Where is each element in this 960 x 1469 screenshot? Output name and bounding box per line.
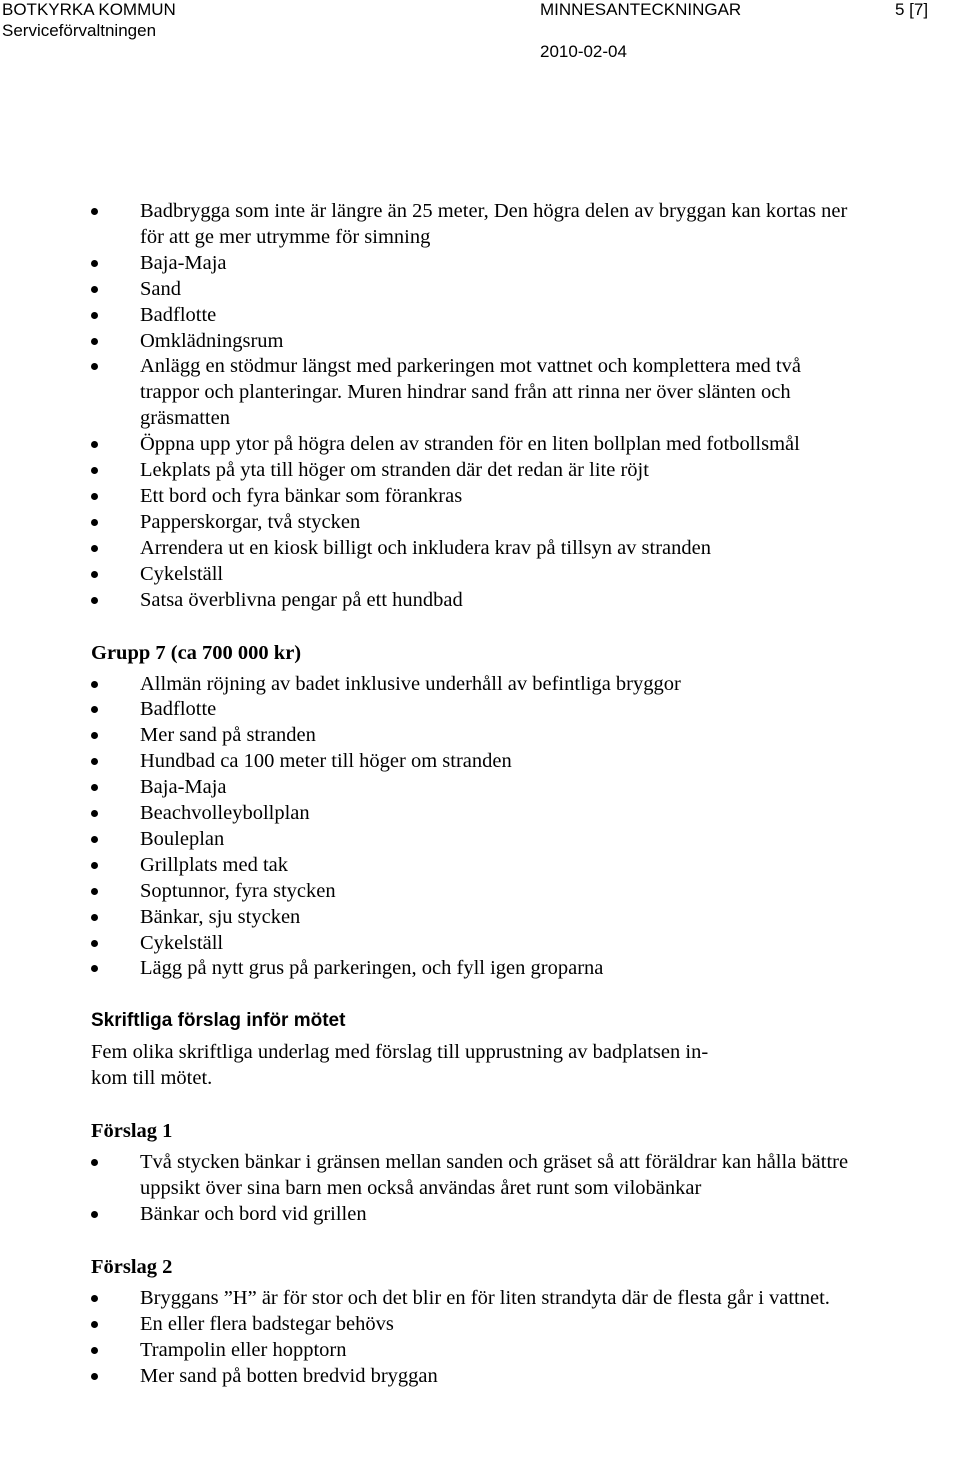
list-item xyxy=(91,588,851,614)
bullet-icon xyxy=(91,286,98,293)
list-item xyxy=(91,801,851,827)
bullet-icon xyxy=(91,784,98,791)
text-line: kom till mötet. xyxy=(91,1067,213,1090)
list-item-text: Två stycken bänkar i gränsen mellan sanden och gräset så att föräldrar kan hålla bättre uppsikt över sina barn men också användas året runt som vilobänkar xyxy=(140,1151,849,1200)
proposal1-heading: Förslag 1 xyxy=(91,1120,173,1143)
header-dept: Serviceförvaltningen xyxy=(2,21,157,40)
list-item-text: Soptunnor, fyra stycken xyxy=(140,879,336,902)
bullet-icon xyxy=(91,758,98,765)
list-item xyxy=(91,458,851,484)
bullet-icon xyxy=(91,836,98,843)
header-doc-type: MINNESANTECKNINGAR xyxy=(540,0,742,19)
list-item xyxy=(91,1312,851,1338)
bullet-icon xyxy=(91,1295,98,1302)
bullet-icon xyxy=(91,1347,98,1354)
list-item-text: Anlägg en stödmur längst med parkeringen mot vattnet och komplettera med två trappor och planteringar. Muren hindrar sand från att rinna ner över slänten och gräsmatten xyxy=(140,355,801,430)
bullet-icon xyxy=(91,208,98,215)
bullet-icon xyxy=(91,681,98,688)
list-item-text: Badflotte xyxy=(140,303,217,326)
list-item xyxy=(91,1338,851,1364)
bullet-list-proposal1 xyxy=(91,1150,851,1228)
list-item-text: Lägg på nytt grus på parkeringen, och fyll igen groparna xyxy=(140,957,604,980)
list-item xyxy=(91,672,851,698)
header-date: 2010-02-04 xyxy=(540,42,627,61)
list-item xyxy=(91,329,851,355)
document-body xyxy=(91,199,851,1390)
bullet-icon xyxy=(91,363,98,370)
list-item xyxy=(91,749,851,775)
list-item-text: Bryggans ”H” är för stor och det blir en för liten strandyta där de flesta går i vattnet. xyxy=(140,1286,830,1309)
header-org: BOTKYRKA KOMMUN xyxy=(2,0,176,19)
bullet-icon xyxy=(91,338,98,345)
bullet-icon xyxy=(91,1159,98,1166)
list-item xyxy=(91,723,851,749)
bullet-icon xyxy=(91,519,98,526)
list-item-text: Satsa överblivna pengar på ett hundbad xyxy=(140,588,463,611)
list-item-text: Sand xyxy=(140,277,181,300)
list-item xyxy=(91,853,851,879)
list-item xyxy=(91,277,851,303)
list-item-text: Hundbad ca 100 meter till höger om stranden xyxy=(140,750,512,773)
list-item-text: Omklädningsrum xyxy=(140,329,284,352)
bullet-icon xyxy=(91,571,98,578)
written-proposals-text xyxy=(91,1040,851,1092)
list-item xyxy=(91,1202,851,1228)
list-item-text: Bänkar, sju stycken xyxy=(140,905,301,928)
list-item-text: Baja-Maja xyxy=(140,251,227,274)
list-item xyxy=(91,956,851,982)
written-proposals-heading: Skriftliga förslag inför mötet xyxy=(91,1010,346,1032)
list-item xyxy=(91,562,851,588)
bullet-icon xyxy=(91,888,98,895)
list-item xyxy=(91,1286,851,1312)
bullet-icon xyxy=(91,493,98,500)
list-item-text: Beachvolleybollplan xyxy=(140,802,310,825)
bullet-list-intro xyxy=(91,199,851,614)
list-item xyxy=(91,484,851,510)
group7-heading: Grupp 7 (ca 700 000 kr) xyxy=(91,641,302,664)
list-item xyxy=(91,303,851,329)
list-item-text: Allmän röjning av badet inklusive underhåll av befintliga bryggor xyxy=(140,672,681,695)
list-item xyxy=(91,697,851,723)
bullet-icon xyxy=(91,810,98,817)
list-item-text: Badflotte xyxy=(140,698,217,721)
list-item-text: Arrendera ut en kiosk billigt och inkludera krav på tillsyn av stranden xyxy=(140,536,711,559)
list-item xyxy=(91,510,851,536)
list-item-text: Ett bord och fyra bänkar som förankras xyxy=(140,484,463,507)
bullet-list-group7 xyxy=(91,672,851,983)
bullet-list-proposal2 xyxy=(91,1286,851,1390)
bullet-icon xyxy=(91,940,98,947)
bullet-icon xyxy=(91,260,98,267)
list-item-text: Grillplats med tak xyxy=(140,853,289,876)
header-page-number: 5 [7] xyxy=(895,0,929,19)
list-item-text: Mer sand på botten bredvid bryggan xyxy=(140,1364,438,1387)
list-item xyxy=(91,432,851,458)
list-item-text: Öppna upp ytor på högra delen av stranden för en liten bollplan med fotbollsmål xyxy=(140,433,800,456)
text-line: Fem olika skriftliga underlag med förslag till upprustning av badplatsen in- xyxy=(91,1041,709,1064)
list-item-text: Mer sand på stranden xyxy=(140,724,316,747)
list-item xyxy=(91,905,851,931)
bullet-icon xyxy=(91,545,98,552)
bullet-icon xyxy=(91,706,98,713)
list-item-text: Baja-Maja xyxy=(140,776,227,799)
list-item xyxy=(91,251,851,277)
list-item-text: Bänkar och bord vid grillen xyxy=(140,1203,367,1225)
list-item xyxy=(91,931,851,957)
list-item xyxy=(91,879,851,905)
list-item xyxy=(91,1364,851,1390)
bullet-icon xyxy=(91,914,98,921)
list-item xyxy=(91,354,851,432)
bullet-icon xyxy=(91,732,98,739)
list-item-text: Trampolin eller hopptorn xyxy=(140,1338,347,1361)
proposal2-heading: Förslag 2 xyxy=(91,1255,173,1278)
list-item-text: En eller flera badstegar behövs xyxy=(140,1312,394,1335)
bullet-icon xyxy=(91,467,98,474)
list-item xyxy=(91,199,851,251)
list-item xyxy=(91,536,851,562)
bullet-icon xyxy=(91,862,98,869)
bullet-icon xyxy=(91,597,98,604)
list-item-text: Papperskorgar, två stycken xyxy=(140,510,361,533)
bullet-icon xyxy=(91,965,98,972)
bullet-icon xyxy=(91,441,98,448)
list-item xyxy=(91,775,851,801)
bullet-icon xyxy=(91,1373,98,1380)
bullet-icon xyxy=(91,312,98,319)
bullet-icon xyxy=(91,1211,98,1218)
list-item xyxy=(91,1150,851,1202)
list-item-text: Cykelställ xyxy=(140,562,224,585)
list-item-text: Bouleplan xyxy=(140,827,225,850)
bullet-icon xyxy=(91,1321,98,1328)
list-item xyxy=(91,827,851,853)
list-item-text: Lekplats på yta till höger om stranden där det redan är lite röjt xyxy=(140,459,649,482)
list-item-text: Cykelställ xyxy=(140,931,224,954)
list-item-text: Badbrygga som inte är längre än 25 meter, Den högra delen av bryggan kan kortas ner för att ge mer utrymme för simning xyxy=(140,200,848,248)
